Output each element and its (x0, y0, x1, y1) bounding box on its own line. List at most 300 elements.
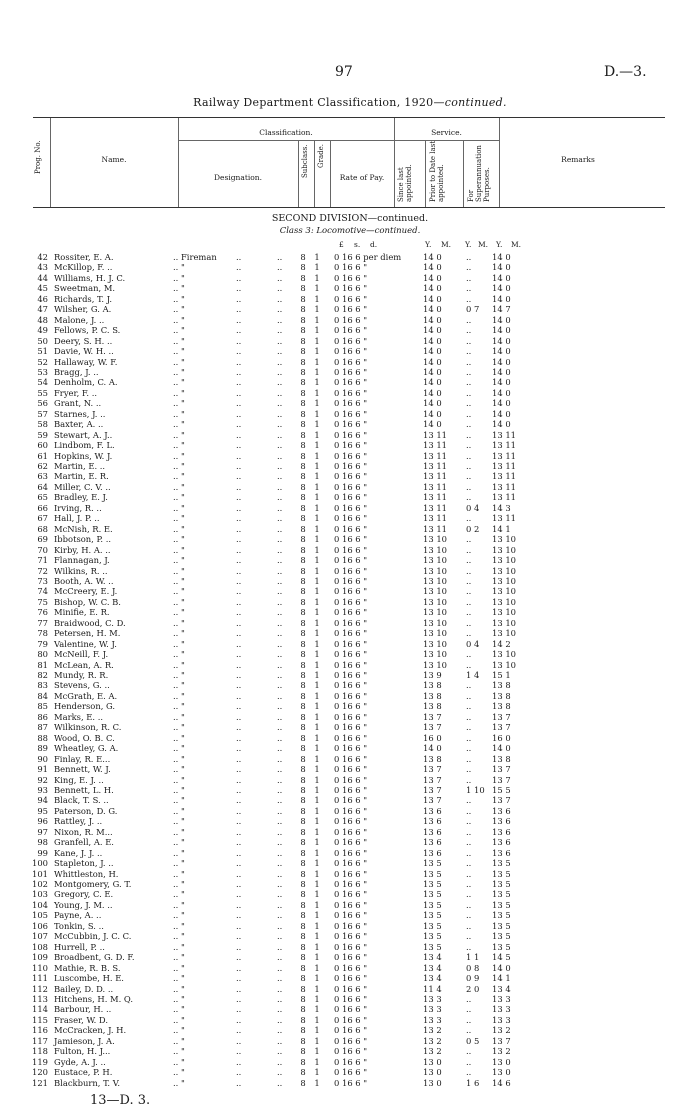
prog-no: 101 (32, 868, 48, 879)
grade: 1 (314, 711, 320, 722)
grade: 1 (314, 847, 320, 858)
service-since-last: 13 6 (423, 805, 442, 816)
service-superannuation: 13 10 (492, 534, 516, 545)
rate-of-pay: 0 16 6 " (334, 753, 368, 764)
subclass: 8 (300, 1056, 306, 1067)
grade: 1 (314, 784, 320, 795)
grade: 1 (314, 450, 320, 461)
subclass: 8 (300, 879, 306, 889)
service-since-last: 16 0 (423, 732, 442, 743)
service-prior: 1 6 (466, 1077, 480, 1088)
service-prior: .. (466, 544, 472, 555)
service-prior: .. (466, 743, 472, 754)
service-since-last: 14 0 (423, 262, 442, 273)
title-italic: continued. (444, 96, 507, 109)
leader-dots: .. (277, 304, 283, 315)
prog-no: 95 (37, 805, 48, 816)
employee-name: Richards, T. J. (54, 293, 113, 304)
grade: 1 (314, 983, 320, 994)
leader-dots: .. (236, 649, 242, 660)
prog-no: 107 (32, 931, 48, 942)
designation: .. " (173, 377, 185, 388)
subclass: 8 (300, 586, 306, 597)
subclass: 8 (300, 534, 306, 545)
subclass: 8 (300, 398, 306, 409)
service-prior: 0 4 (466, 638, 480, 649)
service-since-last: 13 11 (423, 461, 447, 471)
subclass: 8 (300, 826, 306, 837)
subclass: 8 (300, 262, 306, 273)
table-row (0, 607, 700, 617)
designation: .. " (173, 670, 185, 680)
prog-no: 88 (37, 732, 48, 743)
service-superannuation: 13 10 (492, 659, 516, 670)
service-superannuation: 13 11 (492, 481, 516, 492)
subclass: 8 (300, 1004, 306, 1015)
subclass: 8 (300, 366, 306, 377)
designation: .. " (173, 910, 185, 921)
designation: .. " (173, 931, 185, 942)
leader-dots: .. (236, 711, 242, 722)
prog-no: 110 (32, 962, 48, 973)
service-superannuation: 13 10 (492, 565, 516, 576)
grade: 1 (314, 764, 320, 775)
service-prior: 0 9 (466, 973, 480, 984)
designation: .. " (173, 816, 185, 827)
leader-dots: .. (236, 356, 242, 367)
subclass: 8 (300, 993, 306, 1004)
rate-of-pay: 0 16 6 " (334, 962, 368, 973)
employee-name: Whittleston, H. (54, 868, 119, 879)
leader-dots: .. (277, 952, 283, 963)
designation: .. " (173, 1014, 185, 1025)
table-row (0, 764, 700, 774)
leader-dots: .. (236, 262, 242, 273)
grade: 1 (314, 440, 320, 451)
leader-dots: .. (236, 544, 242, 555)
leader-dots: .. (277, 732, 283, 743)
leader-dots: .. (236, 952, 242, 963)
units-row (0, 240, 700, 251)
service-since-last: 13 3 (423, 1014, 442, 1025)
table-row (0, 921, 700, 931)
grade: 1 (314, 899, 320, 910)
leader-dots: .. (236, 1067, 242, 1078)
service-prior: .. (466, 283, 472, 294)
service-superannuation: 13 11 (492, 429, 516, 440)
leader-dots: .. (236, 743, 242, 754)
rate-of-pay: 0 16 6 " (334, 722, 368, 733)
designation: .. " (173, 492, 185, 503)
rate-of-pay: 0 16 6 " (334, 575, 368, 586)
grade: 1 (314, 910, 320, 921)
service-superannuation: 13 6 (492, 847, 511, 858)
leader-dots: .. (236, 607, 242, 618)
subclass: 8 (300, 659, 306, 670)
leader-dots: .. (236, 513, 242, 524)
leader-dots: .. (277, 910, 283, 921)
employee-name: Hallaway, W. F. (54, 356, 118, 367)
service-prior: .. (466, 335, 472, 346)
prog-no: 49 (37, 325, 48, 336)
rate-of-pay: 0 16 6 " (334, 398, 368, 409)
service-prior: .. (466, 555, 472, 566)
service-superannuation: 15 1 (492, 670, 511, 680)
leader-dots: .. (277, 325, 283, 336)
service-superannuation: 13 3 (492, 993, 511, 1004)
header-prior-to: Prior to Date last appointed. (429, 140, 445, 202)
prog-no: 63 (37, 471, 48, 482)
leader-dots: .. (236, 847, 242, 858)
table-row (0, 900, 700, 910)
table-row (0, 869, 700, 879)
service-prior: .. (466, 314, 472, 325)
rate-of-pay: 0 16 6 " (334, 534, 368, 545)
designation: .. " (173, 1077, 185, 1088)
leader-dots: .. (277, 962, 283, 973)
service-superannuation: 13 7 (492, 722, 511, 733)
grade: 1 (314, 1077, 320, 1088)
header-prog-no: Prog. No. (34, 140, 42, 174)
service-since-last: 13 11 (423, 440, 447, 451)
service-prior: .. (466, 481, 472, 492)
service-superannuation: 13 5 (492, 910, 511, 921)
prog-no: 118 (32, 1046, 48, 1057)
service-superannuation: 13 7 (492, 711, 511, 722)
service-superannuation: 14 0 (492, 377, 511, 388)
grade: 1 (314, 795, 320, 806)
table-row (0, 1067, 700, 1077)
designation: .. " (173, 837, 185, 848)
grade: 1 (314, 628, 320, 639)
employee-name: Jamieson, J. A. (54, 1035, 115, 1046)
service-since-last: 13 0 (423, 1056, 442, 1067)
prog-no: 106 (32, 920, 48, 931)
service-since-last: 13 10 (423, 617, 447, 628)
employee-name: Denholm, C. A. (54, 377, 118, 388)
header-subclass: Subclass. (301, 144, 309, 178)
table-row (0, 691, 700, 701)
employee-name: McCreery, E. J. (54, 586, 118, 597)
designation: .. " (173, 575, 185, 586)
prog-no: 59 (37, 429, 48, 440)
service-prior: .. (466, 868, 472, 879)
designation: .. " (173, 544, 185, 555)
subclass: 8 (300, 575, 306, 586)
employee-name: Wheatley, G. A. (54, 743, 119, 754)
prog-no: 72 (37, 565, 48, 576)
service-since-last: 13 7 (423, 795, 442, 806)
leader-dots: .. (277, 690, 283, 701)
leader-dots: .. (236, 670, 242, 680)
prog-no: 108 (32, 941, 48, 952)
rate-of-pay: 0 16 6 " (334, 889, 368, 900)
service-superannuation: 13 5 (492, 899, 511, 910)
leader-dots: .. (277, 784, 283, 795)
grade: 1 (314, 461, 320, 471)
employee-name: Blackburn, T. V. (54, 1077, 120, 1088)
subclass: 8 (300, 555, 306, 566)
service-prior: .. (466, 429, 472, 440)
service-prior: .. (466, 711, 472, 722)
designation: .. " (173, 450, 185, 461)
leader-dots: .. (277, 1046, 283, 1057)
grade: 1 (314, 471, 320, 482)
service-since-last: 13 11 (423, 502, 447, 513)
table-row (0, 827, 700, 837)
rate-of-pay: 0 16 6 " (334, 670, 368, 680)
prog-no: 81 (37, 659, 48, 670)
employee-name: Henderson, G. (54, 701, 116, 712)
service-prior: 0 5 (466, 1035, 480, 1046)
subclass: 8 (300, 1067, 306, 1078)
employee-name: Payne, A. .. (54, 910, 102, 921)
employee-name: Rattley, J. .. (54, 816, 103, 827)
leader-dots: .. (236, 774, 242, 785)
leader-dots: .. (236, 879, 242, 889)
designation: .. " (173, 764, 185, 775)
service-since-last: 13 11 (423, 492, 447, 503)
designation: .. " (173, 1004, 185, 1015)
employee-name: Hall, J. P. .. (54, 513, 100, 524)
employee-name: Nixon, R. M... (54, 826, 113, 837)
employee-name: Baxter, A. .. (54, 419, 104, 430)
leader-dots: .. (277, 1025, 283, 1036)
prog-no: 86 (37, 711, 48, 722)
leader-dots: .. (277, 868, 283, 879)
leader-dots: .. (236, 252, 242, 262)
leader-dots: .. (277, 1056, 283, 1067)
service-prior: .. (466, 1004, 472, 1015)
prog-no: 42 (37, 252, 48, 262)
grade: 1 (314, 377, 320, 388)
grade: 1 (314, 293, 320, 304)
employee-name: Sweetman, M. (54, 283, 116, 294)
prog-no: 75 (37, 596, 48, 607)
employee-name: Bennett, W. J. (54, 764, 111, 775)
grade: 1 (314, 387, 320, 398)
prog-no: 111 (32, 973, 48, 984)
subclass: 8 (300, 346, 306, 357)
leader-dots: .. (236, 502, 242, 513)
subclass: 8 (300, 314, 306, 325)
prog-no: 92 (37, 774, 48, 785)
rate-of-pay: 0 16 6 " (334, 795, 368, 806)
designation: .. " (173, 596, 185, 607)
designation: .. " (173, 262, 185, 273)
service-superannuation: 14 0 (492, 743, 511, 754)
service-since-last: 13 8 (423, 753, 442, 764)
service-superannuation: 13 8 (492, 701, 511, 712)
table-row (0, 367, 700, 377)
service-since-last: 13 11 (423, 450, 447, 461)
service-since-last: 13 8 (423, 690, 442, 701)
prog-no: 99 (37, 847, 48, 858)
grade: 1 (314, 722, 320, 733)
leader-dots: .. (236, 753, 242, 764)
table-row (0, 858, 700, 868)
service-superannuation: 13 10 (492, 575, 516, 586)
table-row (0, 398, 700, 408)
leader-dots: .. (277, 1004, 283, 1015)
designation: .. Fireman (173, 252, 217, 262)
leader-dots: .. (277, 408, 283, 419)
service-superannuation: 13 7 (492, 764, 511, 775)
service-superannuation: 13 2 (492, 1046, 511, 1057)
service-prior: .. (466, 858, 472, 869)
service-since-last: 13 11 (423, 429, 447, 440)
service-prior: .. (466, 293, 472, 304)
grade: 1 (314, 690, 320, 701)
service-since-last: 13 6 (423, 816, 442, 827)
unit-years-super: Y. (496, 240, 503, 249)
table-row (0, 451, 700, 461)
subclass: 8 (300, 784, 306, 795)
designation: .. " (173, 398, 185, 409)
table-row (0, 712, 700, 722)
service-since-last: 13 5 (423, 868, 442, 879)
employee-name: McCubbin, J. C. C. (54, 931, 132, 942)
designation: .. " (173, 419, 185, 430)
table-row (0, 377, 700, 387)
prog-no: 62 (37, 461, 48, 471)
rate-of-pay: 0 16 6 " (334, 471, 368, 482)
table-row (0, 910, 700, 920)
leader-dots: .. (236, 962, 242, 973)
service-prior: 1 1 (466, 952, 480, 963)
service-since-last: 13 11 (423, 513, 447, 524)
designation: .. " (173, 638, 185, 649)
service-since-last: 13 7 (423, 711, 442, 722)
leader-dots: .. (277, 398, 283, 409)
designation: .. " (173, 346, 185, 357)
header-designation: Designation. (214, 173, 262, 182)
leader-dots: .. (277, 492, 283, 503)
leader-dots: .. (277, 837, 283, 848)
employee-name: Barbour, H. .. (54, 1004, 112, 1015)
leader-dots: .. (236, 899, 242, 910)
leader-dots: .. (236, 973, 242, 984)
designation: .. " (173, 847, 185, 858)
designation: .. " (173, 701, 185, 712)
rate-of-pay: 0 16 6 " (334, 387, 368, 398)
employee-name: Gyde, A. J. .. (54, 1056, 106, 1067)
service-superannuation: 13 5 (492, 920, 511, 931)
rate-of-pay: 0 16 6 " (334, 711, 368, 722)
leader-dots: .. (277, 607, 283, 618)
employee-name: Martin, E. .. (54, 461, 106, 471)
prog-no: 50 (37, 335, 48, 346)
subclass: 8 (300, 973, 306, 984)
service-since-last: 13 4 (423, 962, 442, 973)
table-row (0, 785, 700, 795)
leader-dots: .. (236, 795, 242, 806)
employee-name: Ibbotson, P. .. (54, 534, 112, 545)
rate-of-pay: 0 16 6 " (334, 1014, 368, 1025)
leader-dots: .. (236, 534, 242, 545)
grade: 1 (314, 272, 320, 283)
service-superannuation: 14 1 (492, 973, 511, 984)
employee-name: Hurrell, P. .. (54, 941, 105, 952)
designation: .. " (173, 879, 185, 889)
subclass: 8 (300, 1025, 306, 1036)
service-superannuation: 14 0 (492, 252, 511, 262)
leader-dots: .. (236, 732, 242, 743)
table-row (0, 586, 700, 596)
subclass: 8 (300, 774, 306, 785)
subclass: 8 (300, 617, 306, 628)
employee-name: Hitchens, H. M. Q. (54, 993, 134, 1004)
service-superannuation: 13 10 (492, 596, 516, 607)
employee-name: Minifie, E. R. (54, 607, 110, 618)
leader-dots: .. (277, 377, 283, 388)
rate-of-pay: 0 16 6 " (334, 586, 368, 597)
subclass: 8 (300, 732, 306, 743)
subclass: 8 (300, 440, 306, 451)
subclass: 8 (300, 596, 306, 607)
rate-of-pay: 0 16 6 " (334, 366, 368, 377)
designation: .. " (173, 283, 185, 294)
grade: 1 (314, 304, 320, 315)
service-prior: 0 7 (466, 304, 480, 315)
service-superannuation: 13 10 (492, 617, 516, 628)
subclass: 8 (300, 764, 306, 775)
service-since-last: 13 8 (423, 680, 442, 691)
service-prior: .. (466, 398, 472, 409)
prog-no: 96 (37, 816, 48, 827)
grade: 1 (314, 325, 320, 336)
rate-of-pay: 0 16 6 " (334, 847, 368, 858)
table-row (0, 649, 700, 659)
subclass: 8 (300, 492, 306, 503)
rate-of-pay: 0 16 6 " (334, 492, 368, 503)
prog-no: 117 (32, 1035, 48, 1046)
employee-name: Luscombe, H. E. (54, 973, 124, 984)
leader-dots: .. (236, 764, 242, 775)
employee-name: Bennett, L. H. (54, 784, 114, 795)
leader-dots: .. (277, 419, 283, 430)
table-row (0, 963, 700, 973)
leader-dots: .. (277, 481, 283, 492)
service-prior: .. (466, 450, 472, 461)
employee-name: Wilsher, G. A. (54, 304, 112, 315)
grade: 1 (314, 586, 320, 597)
service-since-last: 14 0 (423, 377, 442, 388)
grade: 1 (314, 659, 320, 670)
grade: 1 (314, 346, 320, 357)
leader-dots: .. (277, 366, 283, 377)
leader-dots: .. (277, 429, 283, 440)
subclass: 8 (300, 1077, 306, 1088)
designation: .. " (173, 471, 185, 482)
service-since-last: 13 2 (423, 1025, 442, 1036)
grade: 1 (314, 555, 320, 566)
service-prior: .. (466, 596, 472, 607)
table-row (0, 837, 700, 847)
service-superannuation: 13 11 (492, 471, 516, 482)
employee-name: Davie, W. H. .. (54, 346, 114, 357)
employee-name: Gregory, C. E. (54, 889, 114, 900)
grade: 1 (314, 492, 320, 503)
rate-of-pay: 0 16 6 " (334, 481, 368, 492)
leader-dots: .. (236, 575, 242, 586)
service-since-last: 14 0 (423, 398, 442, 409)
table-row (0, 545, 700, 555)
grade: 1 (314, 680, 320, 691)
rate-of-pay: 0 16 6 " (334, 993, 368, 1004)
table-row (0, 430, 700, 440)
table-row (0, 252, 700, 262)
